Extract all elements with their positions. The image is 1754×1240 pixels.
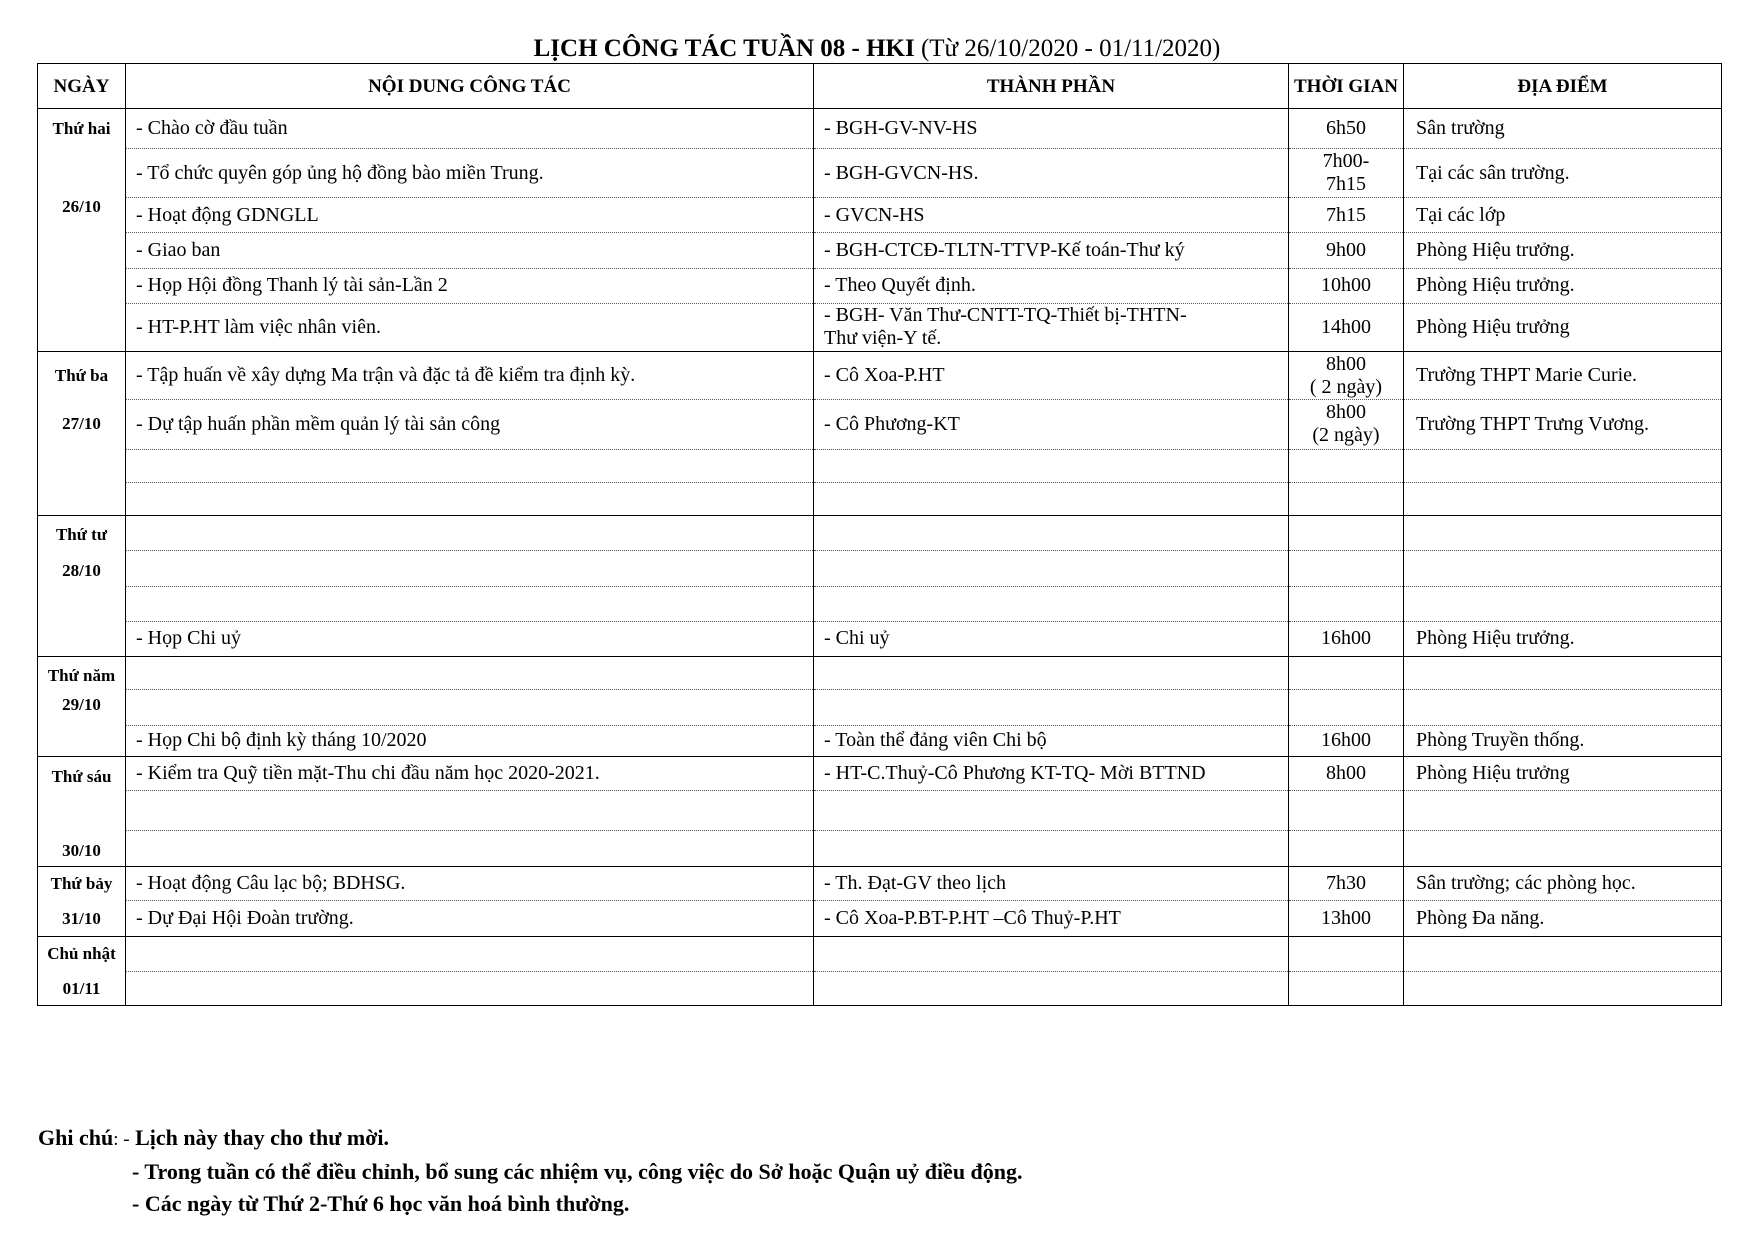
members-cell [814,690,1289,725]
members-cell: - BGH-GV-NV-HS [814,109,1289,149]
content-cell: - Dự Đại Hội Đoàn trường. [126,901,814,937]
time-cell: 16h00 [1289,621,1404,656]
members-cell: - Cô Phương-KT [814,400,1289,449]
day-cell [38,867,126,937]
table-row [38,516,1722,551]
note-text: Lịch này thay cho thư mời. [135,1125,390,1150]
table-row [38,867,1722,901]
members-cell: - HT-C.Thuỷ-Cô Phương KT-TQ- Mời BTTND [814,757,1289,791]
table-row [38,971,1722,1006]
day-date: 29/10 [62,695,101,714]
day-name: Thứ sáu [51,767,112,786]
header-time: THỜI GIAN [1289,64,1404,109]
content-cell [126,516,814,551]
day-cell [38,937,126,1006]
content-cell: - Chào cờ đầu tuần [126,109,814,149]
place-cell [1404,937,1722,972]
time-cell [1289,791,1404,830]
place-cell: Phòng Đa năng. [1404,901,1722,937]
note-line [38,1156,1023,1188]
day-cell [38,516,126,657]
header-content: NỘI DUNG CÔNG TÁC [126,64,814,109]
table-row [38,400,1722,449]
content-cell: - HT-P.HT làm việc nhân viên. [126,303,814,351]
content-cell: - Dự tập huấn phần mềm quản lý tài sản công [126,400,814,449]
table-row [38,149,1722,198]
time-cell [1289,516,1404,551]
time-cell [1289,586,1404,621]
content-cell: - Tổ chức quyên góp ủng hộ đồng bào miền Trung. [126,149,814,198]
time-cell: 14h00 [1289,303,1404,351]
time-cell [1289,482,1404,515]
time-cell: 7h15 [1289,198,1404,233]
members-cell [814,449,1289,482]
notes-label: Ghi chú [38,1125,114,1150]
time-cell [1289,551,1404,586]
cell-line: 7h15 [1326,173,1366,196]
time-cell: 16h00 [1289,725,1404,756]
header-day: NGÀY [38,64,126,109]
place-cell: Phòng Hiệu trưởng. [1404,268,1722,303]
content-cell [126,657,814,690]
place-cell: Phòng Truyền thống. [1404,725,1722,756]
header-row [38,64,1722,109]
table-row [38,109,1722,149]
content-cell [126,791,814,830]
members-cell: - Chi uỷ [814,621,1289,656]
table-row [38,482,1722,515]
day-name: Thứ hai [52,119,111,138]
content-cell [126,830,814,866]
place-cell: Phòng Hiệu trưởng. [1404,621,1722,656]
content-cell [126,971,814,1006]
place-cell: Trường THPT Marie Curie. [1404,352,1722,400]
content-cell: - Họp Hội đồng Thanh lý tài sản-Lần 2 [126,268,814,303]
place-cell [1404,551,1722,586]
table-row [38,901,1722,937]
title-date-range: (Từ 26/10/2020 - 01/11/2020) [920,35,1221,62]
members-cell: - BGH-CTCĐ-TLTN-TTVP-Kế toán-Thư ký [814,233,1289,268]
place-cell [1404,516,1722,551]
members-cell [814,830,1289,866]
day-cell [38,657,126,757]
content-cell [126,551,814,586]
time-cell [1289,449,1404,482]
day-cell [38,352,126,516]
members-cell [814,482,1289,515]
table-row [38,268,1722,303]
time-cell [1289,690,1404,725]
members-cell [814,657,1289,690]
content-cell [126,690,814,725]
cell-line: Thư viện-Y tế. [824,327,942,350]
day-name: Thứ bảy [50,874,113,893]
table-row [38,757,1722,791]
content-cell: - Tập huấn về xây dựng Ma trận và đặc tả đề kiểm tra định kỳ. [126,352,814,400]
content-cell: - Hoạt động GDNGLL [126,198,814,233]
cell-line: 7h00- [1322,150,1370,173]
time-cell [1289,937,1404,972]
day-name: Thứ ba [54,366,109,385]
time-cell [1289,400,1404,449]
members-cell: - Cô Xoa-P.HT [814,352,1289,400]
cell-line: 8h00 [1326,401,1366,424]
content-cell [126,449,814,482]
place-cell: Sân trường [1404,109,1722,149]
day-name: Thứ năm [47,666,116,685]
table-row [38,352,1722,400]
time-cell: 7h30 [1289,867,1404,901]
title-main: LỊCH CÔNG TÁC TUẦN 08 - HKI [533,35,915,62]
members-cell: - Th. Đạt-GV theo lịch [814,867,1289,901]
content-cell: - Hoạt động Câu lạc bộ; BDHSG. [126,867,814,901]
header-members: THÀNH PHẦN [814,64,1289,109]
day-date: 28/10 [62,561,101,580]
cell-line: - BGH- Văn Thư-CNTT-TQ-Thiết bị-THTN- [824,304,1187,327]
place-cell: Tại các sân trường. [1404,149,1722,198]
table-row [38,657,1722,690]
place-cell [1404,586,1722,621]
day-name: Thứ tư [55,525,108,544]
members-cell [814,551,1289,586]
table-row [38,621,1722,656]
note-line [38,1188,1023,1220]
place-cell [1404,690,1722,725]
place-cell [1404,449,1722,482]
place-cell: Sân trường; các phòng học. [1404,867,1722,901]
header-place: ĐỊA ĐIỂM [1404,64,1722,109]
note-line [38,1122,1023,1156]
cell-line: 8h00 [1326,352,1366,375]
time-cell: 10h00 [1289,268,1404,303]
table-row [38,725,1722,756]
table-row [38,690,1722,725]
time-cell [1289,971,1404,1006]
table-row [38,937,1722,972]
day-date: 27/10 [62,414,101,433]
note-text: - Trong tuần có thể điều chỉnh, bổ sung các nhiệm vụ, công việc do Sở hoặc Quận uỷ điều động. [132,1159,1023,1184]
schedule-table [37,63,1722,1006]
content-cell [126,937,814,972]
content-cell: - Họp Chi bộ định kỳ tháng 10/2020 [126,725,814,756]
cell-line: ( 2 ngày) [1309,375,1383,398]
table-row [38,449,1722,482]
note-text: - Các ngày từ Thứ 2-Thứ 6 học văn hoá bình thường. [132,1191,630,1216]
notes-separator: : - [113,1129,130,1150]
members-cell [814,791,1289,830]
table-row [38,791,1722,830]
day-cell [38,109,126,352]
table-row [38,198,1722,233]
day-date: 31/10 [62,909,101,928]
time-cell: 13h00 [1289,901,1404,937]
time-cell: 6h50 [1289,109,1404,149]
members-cell: - GVCN-HS [814,198,1289,233]
time-cell [1289,149,1404,198]
notes-section [38,1122,1023,1220]
day-date: 30/10 [62,841,101,860]
table-row [38,586,1722,621]
place-cell [1404,482,1722,515]
day-name: Chủ nhật [47,944,116,963]
place-cell [1404,791,1722,830]
time-cell [1289,352,1404,400]
members-cell [814,937,1289,972]
content-cell [126,586,814,621]
place-cell: Phòng Hiệu trưởng [1404,757,1722,791]
members-cell [814,516,1289,551]
content-cell: - Họp Chi uỷ [126,621,814,656]
time-cell [1289,657,1404,690]
time-cell: 9h00 [1289,233,1404,268]
content-cell: - Giao ban [126,233,814,268]
members-cell [814,303,1289,351]
cell-line: (2 ngày) [1312,424,1380,447]
day-date: 26/10 [62,197,101,216]
place-cell: Phòng Hiệu trưởng. [1404,233,1722,268]
time-cell [1289,830,1404,866]
members-cell: - Theo Quyết định. [814,268,1289,303]
place-cell [1404,657,1722,690]
page-title [0,34,1754,64]
place-cell: Phòng Hiệu trưởng [1404,303,1722,351]
table-row [38,303,1722,351]
table-row [38,233,1722,268]
place-cell: Trường THPT Trưng Vương. [1404,400,1722,449]
day-date: 01/11 [62,979,101,998]
time-cell: 8h00 [1289,757,1404,791]
day-cell [38,757,126,867]
place-cell [1404,830,1722,866]
members-cell: - Cô Xoa-P.BT-P.HT –Cô Thuỷ-P.HT [814,901,1289,937]
members-cell [814,971,1289,1006]
members-cell: - Toàn thể đảng viên Chi bộ [814,725,1289,756]
table-row [38,551,1722,586]
table-row [38,830,1722,866]
place-cell [1404,971,1722,1006]
content-cell: - Kiểm tra Quỹ tiền mặt-Thu chi đầu năm học 2020-2021. [126,757,814,791]
members-cell: - BGH-GVCN-HS. [814,149,1289,198]
place-cell: Tại các lớp [1404,198,1722,233]
members-cell [814,586,1289,621]
schedule-body [38,109,1722,1006]
content-cell [126,482,814,515]
